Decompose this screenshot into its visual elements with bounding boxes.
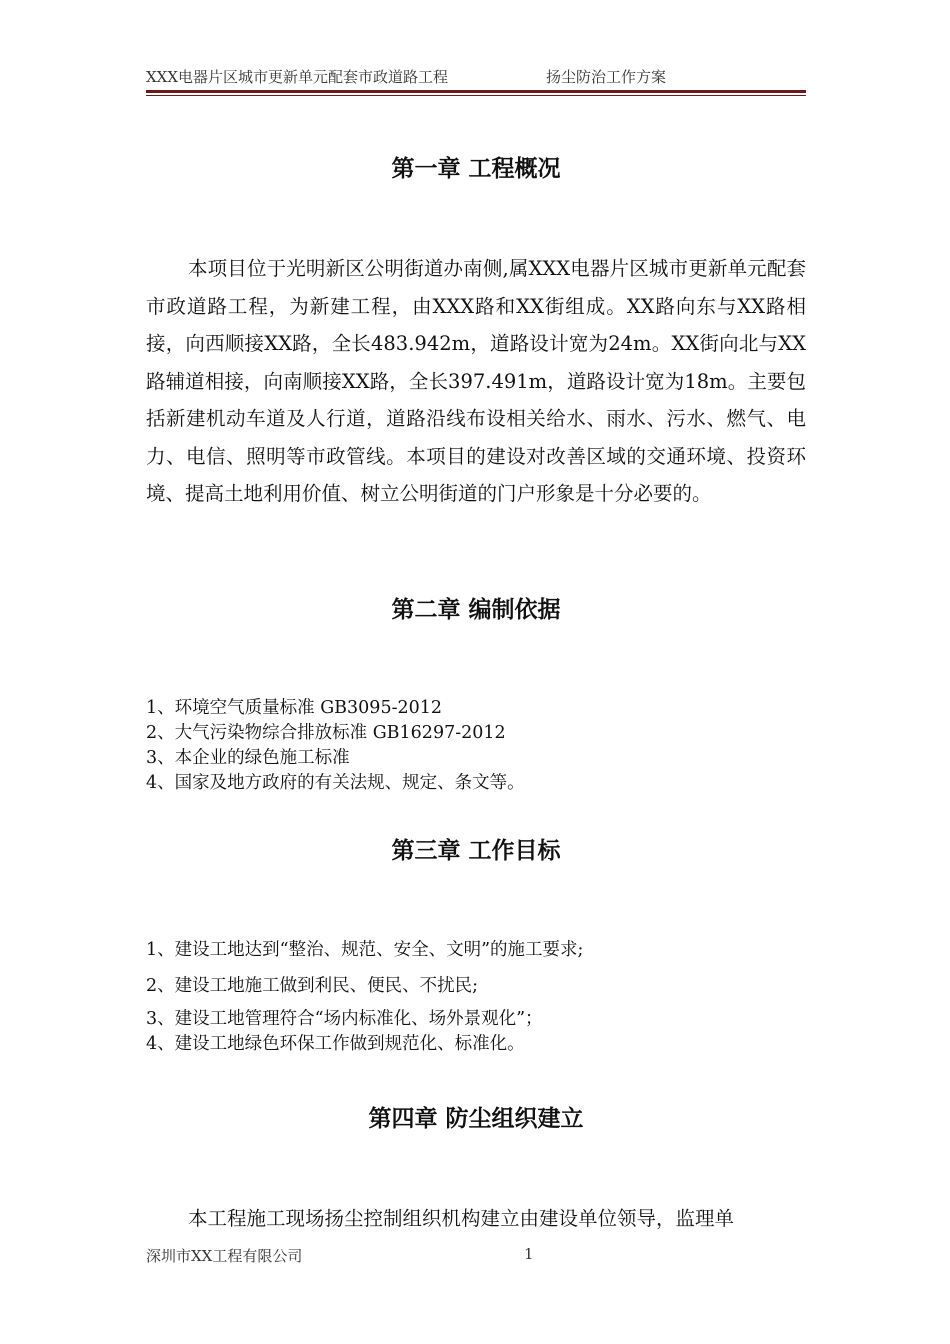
page-number: 1	[524, 1245, 534, 1263]
list-item: 3、建设工地管理符合“场内标准化、场外景观化”；	[146, 1009, 543, 1029]
overview-paragraph: 本项目位于光明新区公明街道办南侧,属XXX电器片区城市更新单元配套市政道路工程，为新建工程，由XXX路和XX街组成。XX路向东与XX路相接，向西顺接XX路，全长483.942m，道路设计宽为24m。XX街向北与XX路辅道相接，向南顺接XX路，全长397.491m，道路设计宽为18m。主要包括新建机动车道及人行道，道路沿线布设相关给水、雨水、污水、燃气、电力、电信、照明等市政管线。本项目的建设对改善区域的交通环境、投资环境、提高土地利用价值、树立公明街道的门户形象是十分必要的。	[146, 257, 806, 505]
list-item: 4、建设工地绿色环保工作做到规范化、标准化。	[146, 1034, 525, 1054]
list-item: 3、本企业的绿色施工标准	[146, 748, 350, 768]
chapter-1-title: 第一章 工程概况	[391, 156, 561, 182]
basis-list	[146, 696, 806, 796]
footer-company-name: 深圳市XX工程有限公司	[146, 1247, 303, 1265]
list-item: 2、建设工地施工做到利民、便民、不扰民;	[146, 976, 479, 996]
org-paragraph: 本工程施工现场扬尘控制组织机构建立由建设单位领导，监理单	[188, 1207, 735, 1230]
list-item: 1、环境空气质量标准 GB3095-2012	[146, 698, 443, 718]
chapter-3-title: 第三章 工作目标	[391, 838, 561, 864]
chapter-4-title: 第四章 防尘组织建立	[368, 1106, 584, 1132]
list-item: 2、大气污染物综合排放标准 GB16297-2012	[146, 723, 506, 743]
chapter-2-title: 第二章 编制依据	[391, 597, 561, 623]
header-project-name: XXX电器片区城市更新单元配套市政道路工程	[146, 68, 449, 86]
list-item: 1、建设工地达到“整治、规范、安全、文明”的施工要求;	[146, 940, 584, 960]
page-header	[146, 66, 806, 88]
goal-list	[146, 935, 806, 1057]
list-item: 4、国家及地方政府的有关法规、规定、条文等。	[146, 773, 525, 793]
header-rule-thick	[146, 90, 806, 93]
header-rule-thin	[146, 95, 806, 96]
header-document-title: 扬尘防治工作方案	[546, 68, 667, 86]
